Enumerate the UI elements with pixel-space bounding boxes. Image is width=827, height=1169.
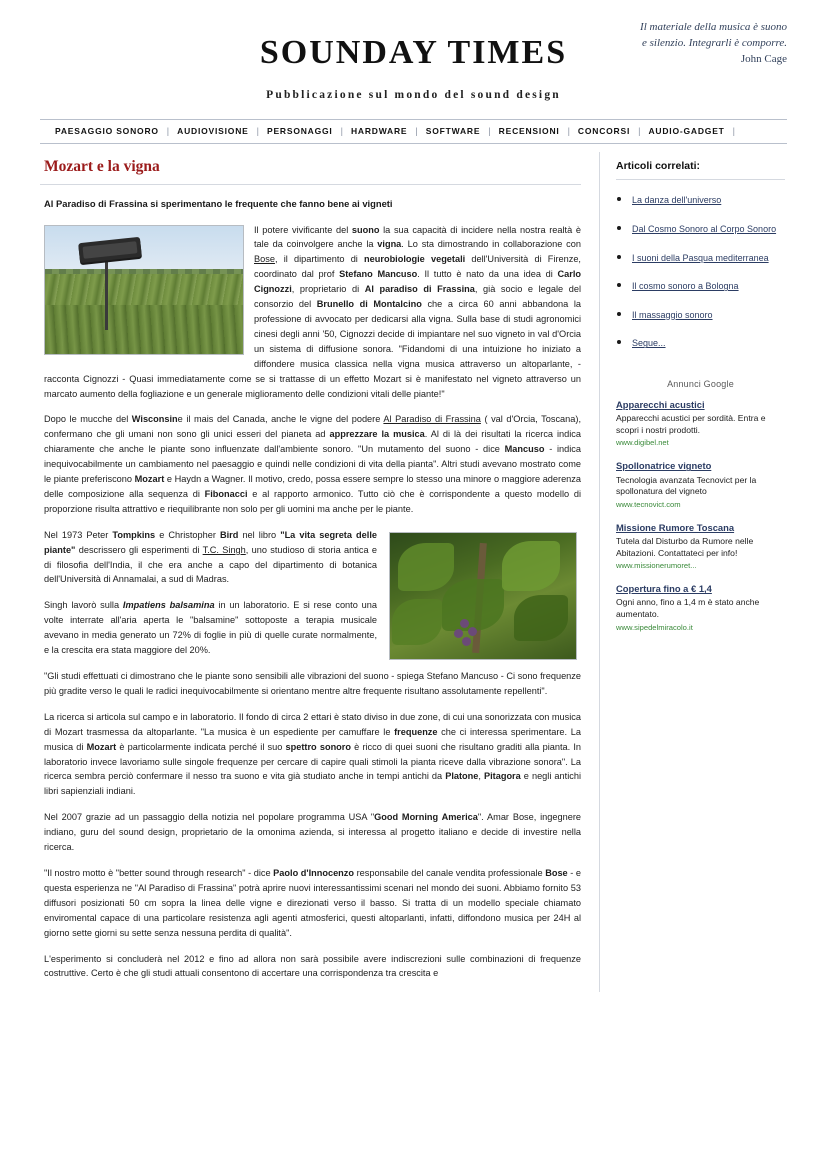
related-link-2[interactable]: Dal Cosmo Sonoro al Corpo Sonoro: [632, 223, 777, 234]
ad-body: Ogni anno, fino a 1,4 m è stato anche aumentato.: [616, 597, 760, 619]
vine-leaf: [442, 579, 504, 631]
ad-title-link[interactable]: Missione Rumore Toscana: [616, 521, 735, 533]
masthead: [40, 0, 787, 101]
nav-item-hardware[interactable]: HARDWARE: [350, 126, 408, 137]
page-title: Mozart e la vigna: [44, 158, 160, 176]
nav-item-paesaggio-sonoro[interactable]: PAESAGGIO SONORO: [55, 126, 159, 137]
article-column: [40, 152, 600, 992]
paragraph-8: "Il nostro motto è "better sound through research" - dice Paolo d'Innocenzo responsabile del canale vendita professionale Bose - e questa esperienza ne "Al Paradiso di Frassina" potrà aprire nuovi interessantissimi scenari nel mondo dei suoni. Abbiamo fornito 53 diffusori posizionati 50 cm sopra la linea delle vigne e direzionati verso il basso. Si tratta di un modello speciale chiamato enviromental capace di una particolare resistenza agli agenti atmosferici, questi altoparlanti, infatti, diffondono musica per 24H al giorno sette giorni su sette senza nessuna perdita di qualità".: [44, 867, 582, 938]
vine-leaf: [502, 541, 560, 591]
paragraph-4: Singh lavorò sulla Impatiens balsamina in un laboratorio. E si rese conto una volte interrate all'aria aperta le "balsamine" sottoposte a terapia musicale avevano in media generato un 72% di foglie in più di quelle curate normalmente, e la crescita era stata maggiore del 20%.: [44, 600, 377, 656]
grape: [460, 619, 469, 628]
list-item: [632, 188, 785, 210]
nav-item-audio-gadget[interactable]: AUDIO-GADGET: [648, 126, 725, 137]
list-item: [632, 217, 785, 239]
content-area: [40, 152, 787, 992]
related-link-1[interactable]: La danza dell'universo: [632, 195, 722, 206]
nav-separator: |: [415, 126, 418, 137]
related-articles-list: [616, 188, 785, 353]
related-link-5[interactable]: Il massaggio sonoro: [632, 309, 713, 320]
ad-block: [616, 522, 785, 570]
photo-vineyard-foreground: [45, 305, 243, 354]
nav-item-audiovisione[interactable]: AUDIOVISIONE: [177, 126, 249, 137]
ad-body: Tecnologia avanzata Tecnovict per la spollonatura del vigneto: [616, 474, 757, 497]
paragraph-5: "Gli studi effettuati ci dimostrano che le piante sono sensibili alle vibrazioni del suono - spiega Stefano Mancuso - Ci sono frequenze più gradite verso le quali le radici inequivocabilmente si orientano mentre altre frequente risultano assolutamente repellenti".: [44, 671, 581, 696]
ad-url[interactable]: www.sipedelmiracolo.it: [616, 622, 693, 632]
sidebar-divider: [616, 179, 785, 180]
related-link-3[interactable]: I suoni della Pasqua mediterranea: [632, 252, 769, 263]
vine-leaf: [398, 543, 454, 591]
nav-separator: |: [166, 126, 170, 137]
paragraph-1: Il potere vivificante del suono la sua capacità di incidere nella nostra realtà è tale da coinvolgere anche la vigna. Lo sta dimostrando in collaborazione con Bose, il dipartimento di neurobiologie vegetali dell'Università di Firenze, coordinato dal prof Stefano Mancuso. Il tutto è nato da una idea di Carlo Cignozzi, proprietario di Al paradiso di Frassina, già socio e legale del consorzio del Brunello di Montalcino che a circa 60 anni abbandona la professione di avvocato per dedicarsi alla vigna. Sulla base di studi agronomici cinesi degli anni '50, Cignozzi decide di impiantare nel suo vigneto in val d'Orcia un sistema di diffusione sonora. "Fidandomi di una intuizione ho iniziato a diffondere musica classica nella vigna musica attraverso un altoparlante, - racconta Cignozzi - Quasi immediatamente come se si trattasse di un effetto Mozart si è manifestato nel vigneto attraverso un marcato aumento della fogliazione e un generale miglioramento delle condizioni vitali delle piante!": [44, 224, 582, 399]
paragraph-3: Nel 1973 Peter Tompkins e Christopher Bird nel libro "La vita segreta delle piante" descrissero gli esperimenti di T.C. Singh, uno studioso di storia antica e di filosofia dell'India, il che era anche a capo del dipartimento di botanica dell'Università di Annamalai, a sud di Madras.: [44, 529, 377, 585]
nav-separator: |: [732, 126, 736, 137]
sidebar-title: Articoli correlati:: [616, 160, 701, 173]
nav-item-recensioni[interactable]: RECENSIONI: [498, 126, 560, 137]
nav-separator: |: [638, 126, 641, 137]
quote-line-2: e silenzio. Integrarli è comporre.: [641, 36, 787, 49]
ad-title-link[interactable]: Copertura fino a € 1,4: [616, 583, 712, 595]
main-nav: [40, 119, 787, 144]
ad-url[interactable]: www.digibel.net: [616, 438, 669, 448]
paragraph-6: La ricerca si articola sul campo e in laboratorio. Il fondo di circa 2 ettari è stato diviso in due zone, di cui una sonorizzata con musica di Mozart trasmessa da altoparlante. "La musica è un espediente per camuffare le frequenze che ci interessa sperimentare. La musica di Mozart è particolarmente indicata perché il suo spettro sonoro è ricco di quei suoni che risultano graditi alla pianta. In laboratorio invece lavoriamo sulle singole frequenze per cercare di capire quali stimoli la pianta riceve dalla vibrazione sonora". La ricerca sembra perciò confermare il nesso tra suono e vita già studiato anche in tempi antichi da Platone, Pitagora e negli antichi libri sapienziali indiani.: [44, 711, 582, 797]
ad-block: [616, 583, 785, 631]
site-title: SOUNDAY TIMES: [259, 34, 568, 71]
ads-label: [616, 379, 785, 389]
ads-label-text: Annunci Google: [667, 378, 734, 389]
vine-leaf: [392, 599, 442, 645]
related-link-more[interactable]: Segue...: [632, 338, 666, 349]
grapevine-photo: [389, 532, 577, 660]
ad-url[interactable]: www.missionerumoret...: [616, 561, 697, 571]
site-subtitle: Pubblicazione sul mondo del sound design: [266, 89, 561, 102]
vineyard-speaker-photo: [44, 225, 244, 355]
grape: [462, 637, 471, 646]
vine-leaf: [514, 595, 568, 641]
quote-author: John Cage: [740, 52, 787, 65]
paragraph-9: L'esperimento si concluderà nel 2012 e fino ad allora non sarà possibile avere indiscrezioni sulle combinazioni di frequenze costruttive. Certo è che gli studi attuali consentono di accertare una corrispondenza tra crescita e: [44, 953, 581, 979]
nav-item-concorsi[interactable]: CONCORSI: [577, 126, 631, 137]
nav-separator: |: [488, 126, 491, 137]
ad-url[interactable]: www.tecnovict.com: [616, 499, 681, 509]
sidebar: [600, 152, 785, 992]
ad-title-link[interactable]: Apparecchi acustici: [616, 398, 705, 410]
speaker-pole: [105, 252, 108, 330]
list-item: [632, 246, 785, 268]
nav-separator: |: [567, 126, 570, 137]
nav-separator: |: [340, 126, 343, 137]
nav-item-software[interactable]: SOFTWARE: [425, 126, 481, 137]
ad-body: Apparecchi acustici per sordità. Entra e scopri i nostri prodotti.: [616, 413, 766, 435]
related-link-4[interactable]: Il cosmo sonoro a Bologna: [632, 281, 739, 292]
title-divider: [40, 184, 581, 185]
list-item: [632, 331, 785, 353]
paragraph-2: Dopo le mucche del Wisconsine il mais del Canada, anche le vigne del podere Al Paradiso di Frassina ( val d'Orcia, Toscana), confermano che gli umani non sono gli unici esseri del pianeta ad apprezzare la musica. Al di là dei risultati la ricerca indica chiaramente che anche le piante sono influenzate dall'ambiente sonoro. "Un mutamento del suono - dice Mancuso - indica inequivocabilmente un cambiamento nel paesaggio e quindi nelle condizioni di vita della pianta". Altri studi avevano mostrato come le piante preferiscono Mozart e Haydn a Wagner. Il motivo, credo, possa essere sempre lo stesso una minore o maggiore aderenza delle composizione alla sequenza di Fibonacci e al rapporto armonico. Tutto ciò che è corrispondente a questo modello di proporzione risulta attrattivo e riequilibrante non solo per gli uomini ma anche per le piante.: [44, 414, 582, 514]
paragraph-7: Nel 2007 grazie ad un passaggio della notizia nel popolare programma USA "Good Morning America". Amar Bose, ingegnere indiano, guru del sound design, proprietario de la omonima azienda, si interessa al progetto italiano e decide di investire nella ricerca.: [44, 812, 582, 853]
grape: [454, 629, 463, 638]
grape: [468, 627, 477, 636]
list-item: [632, 274, 785, 296]
masthead-quote: [557, 20, 787, 68]
ad-body: Tutela dal Disturbo da Rumore nelle Abitazioni. Contattateci per info!: [616, 535, 754, 558]
ad-block: [616, 399, 785, 447]
ad-block: [616, 460, 785, 508]
ad-title-link[interactable]: Spollonatrice vigneto: [616, 460, 712, 472]
nav-item-personaggi[interactable]: PERSONAGGI: [266, 126, 333, 137]
quote-line-1: Il materiale della musica è suono: [640, 21, 787, 33]
list-item: [632, 303, 785, 325]
nav-separator: |: [256, 126, 259, 137]
article-standfirst: Al Paradiso di Frassina si sperimentano le frequente che fanno bene ai vigneti: [44, 198, 393, 210]
